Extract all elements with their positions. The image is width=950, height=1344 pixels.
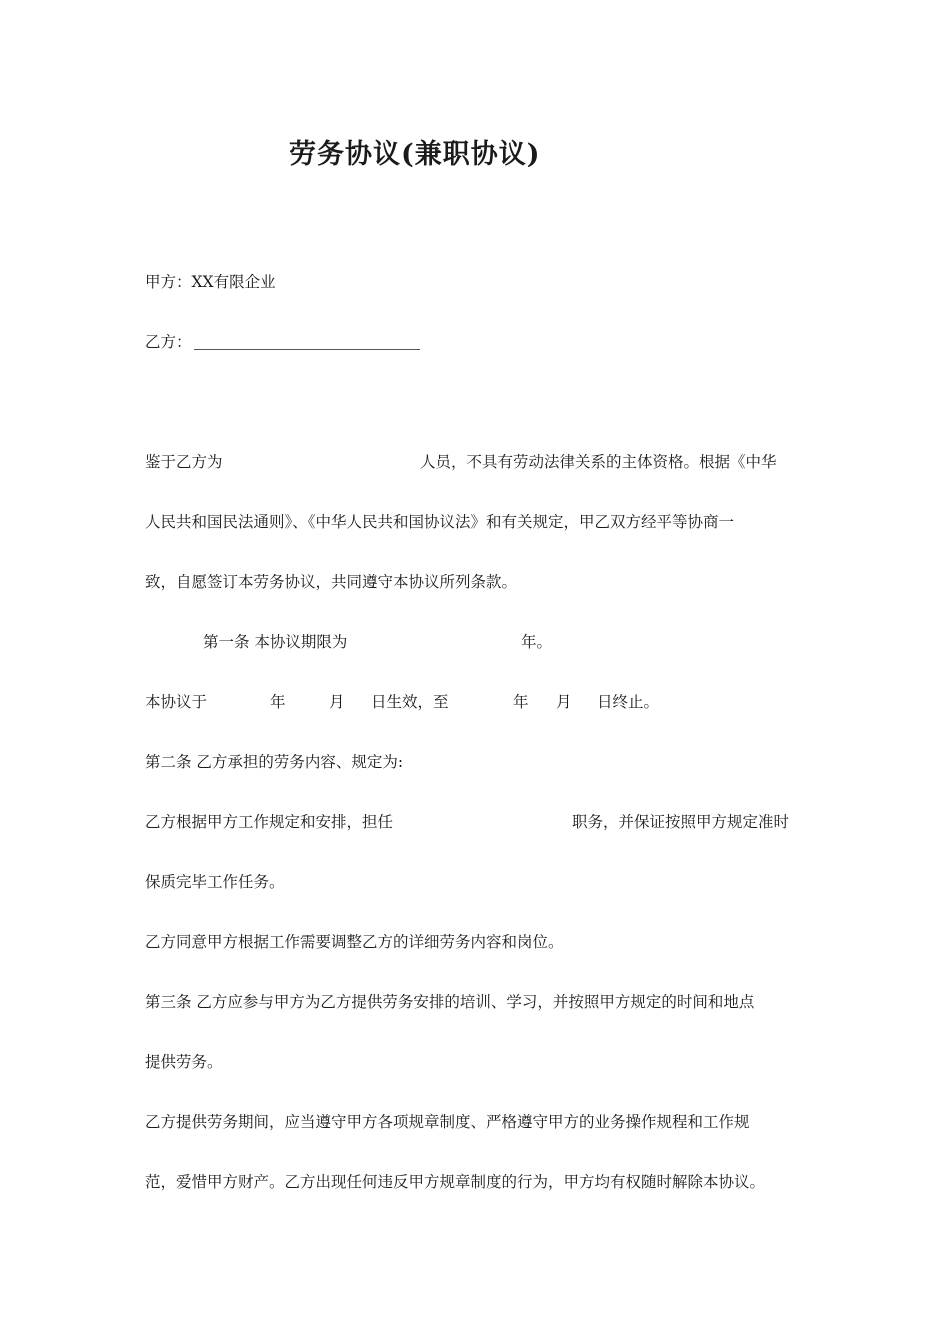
article-2-text-a: 乙方根据甲方工作规定和安排，担任 — [145, 813, 394, 831]
article-3-text-1: 第三条 乙方应参与甲方为乙方提供劳务安排的培训、学习，并按照甲方规定的时间和地点 — [145, 993, 755, 1011]
party-a-line — [145, 271, 810, 293]
article-1-term: 第一条 本协议期限为 — [203, 633, 348, 651]
article-3-text-2: 提供劳务。 — [145, 1053, 223, 1071]
article-2-text-b: 职务，并保证按照甲方规定准时 — [572, 813, 790, 831]
document-title: 劳务协议(兼职协议) — [289, 139, 541, 170]
article-2-text-3: 乙方同意甲方根据工作需要调整乙方的详细劳务内容和岗位。 — [145, 933, 564, 951]
effective-label: 本协议于 — [145, 693, 208, 711]
article-1-line-2 — [145, 691, 810, 713]
article-3-line-4 — [145, 1171, 810, 1193]
article-3-line-3 — [145, 1111, 810, 1133]
article-2-title — [145, 751, 810, 773]
intro-text-a: 鉴于乙方为 — [145, 453, 223, 471]
article-1-year: 年。 — [521, 633, 553, 651]
start-day: 日生效，至 — [371, 693, 449, 711]
article-3-line-2 — [145, 1051, 810, 1073]
article-3-text-3: 乙方提供劳务期间，应当遵守甲方各项规章制度、严格遵守甲方的业务操作规程和工作规 — [145, 1113, 750, 1131]
end-month: 月 — [556, 693, 572, 711]
end-year: 年 — [513, 693, 529, 711]
intro-text-2: 人民共和国民法通则》、《中华人民共和国协议法》和有关规定，甲乙双方经平等协商一 — [145, 513, 735, 531]
intro-line-1 — [145, 451, 810, 473]
party-a: 甲方：XX有限企业 — [145, 273, 276, 291]
article-2-line-1 — [145, 811, 810, 833]
intro-text-b: 人员，不具有劳动法律关系的主体资格。根据《中华 — [420, 453, 777, 471]
end-day: 日终止。 — [597, 693, 660, 711]
article-2-line-2 — [145, 871, 810, 893]
start-year: 年 — [270, 693, 286, 711]
party-b-blank[interactable] — [194, 331, 420, 353]
party-b-line — [145, 331, 810, 353]
party-b-label: 乙方： — [145, 333, 192, 351]
article-2-text-2: 保质完毕工作任务。 — [145, 873, 285, 891]
article-3-text-4: 范，爱惜甲方财产。乙方出现任何违反甲方规章制度的行为，甲方均有权随时解除本协议。 — [145, 1173, 766, 1191]
article-1-line-1 — [145, 631, 810, 653]
article-3-line-1 — [145, 991, 810, 1013]
intro-line-3 — [145, 571, 810, 593]
intro-line-2 — [145, 511, 810, 533]
article-2-line-3 — [145, 931, 810, 953]
intro-text-3: 致，自愿签订本劳务协议，共同遵守本协议所列条款。 — [145, 573, 518, 591]
article-2-heading: 第二条 乙方承担的劳务内容、规定为: — [145, 753, 404, 771]
start-month: 月 — [329, 693, 345, 711]
